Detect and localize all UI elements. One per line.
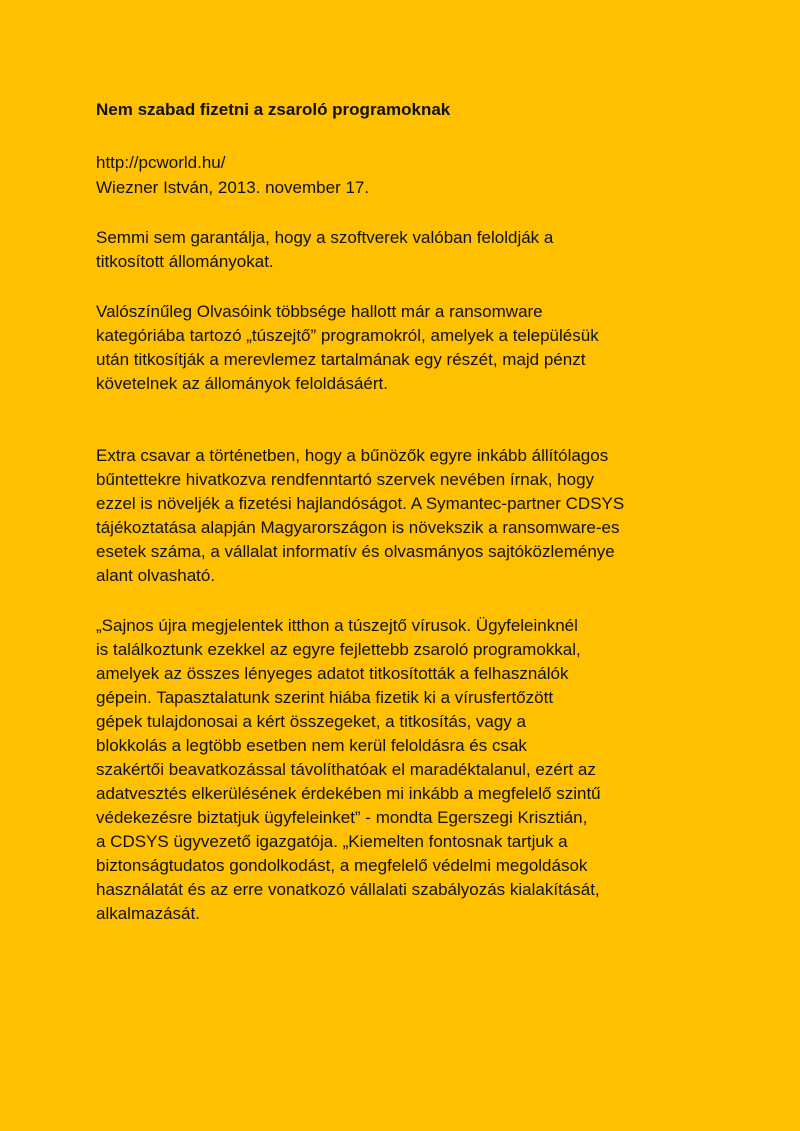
- paragraph-line: követelnek az állományok feloldásáért.: [96, 374, 388, 393]
- paragraph-line: gépein. Tapasztalatunk szerint hiába fizetik ki a vírusfertőzött: [96, 688, 554, 707]
- paragraph-line: Semmi sem garantálja, hogy a szoftverek valóban feloldják a: [96, 228, 554, 247]
- paragraph-line: „Sajnos újra megjelentek itthon a túszejtő vírusok. Ügyfeleinknél: [96, 616, 578, 635]
- paragraph-intro: [96, 300, 740, 396]
- paragraph-context: [96, 444, 740, 588]
- paragraph-line: biztonságtudatos gondolkodást, a megfelelő védelmi megoldások: [96, 856, 588, 875]
- paragraph-lead: [96, 226, 740, 274]
- byline: Wiezner István, 2013. november 17.: [96, 178, 370, 197]
- document-title: Nem szabad fizetni a zsaroló programoknak: [96, 100, 451, 119]
- paragraph-line: blokkolás a legtöbb esetben nem kerül feloldásra és csak: [96, 736, 527, 755]
- paragraph-line: kategóriába tartozó „túszejtő” programokról, amelyek a településük: [96, 326, 599, 345]
- paragraph-line: amelyek az összes lényeges adatot titkosították a felhasználók: [96, 664, 569, 683]
- paragraph-line: használatát és az erre vonatkozó vállalati szabályozás kialakítását,: [96, 880, 600, 899]
- paragraph-line: is találkoztunk ezekkel az egyre fejlettebb zsaroló programokkal,: [96, 640, 581, 659]
- paragraph-line: alkalmazását.: [96, 904, 200, 923]
- paragraph-line: a CDSYS ügyvezető igazgatója. „Kiemelten fontosnak tartjuk a: [96, 832, 568, 851]
- paragraph-line: adatvesztés elkerülésének érdekében mi inkább a megfelelő szintű: [96, 784, 601, 803]
- paragraph-line: Valószínűleg Olvasóink többsége hallott már a ransomware: [96, 302, 543, 321]
- paragraph-line: titkosított állományokat.: [96, 252, 274, 271]
- paragraph-line: szakértői beavatkozással távolíthatóak el maradéktalanul, ezért az: [96, 760, 596, 779]
- paragraph-quote: [96, 614, 740, 926]
- paragraph-line: ezzel is növeljék a fizetési hajlandóságot. A Symantec-partner CDSYS: [96, 494, 625, 513]
- paragraph-line: védekezésre biztatjuk ügyfeleinket” - mondta Egerszegi Krisztián,: [96, 808, 588, 827]
- paragraph-line: alant olvasható.: [96, 566, 216, 585]
- paragraph-line: után titkosítják a merevlemez tartalmának egy részét, majd pénzt: [96, 350, 586, 369]
- source-url: http://pcworld.hu/: [96, 153, 226, 172]
- paragraph-line: gépek tulajdonosai a kért összegeket, a titkosítás, vagy a: [96, 712, 526, 731]
- paragraph-line: bűntettekre hivatkozva rendfenntartó szervek nevében írnak, hogy: [96, 470, 595, 489]
- source-block: [96, 150, 740, 200]
- paragraph-line: Extra csavar a történetben, hogy a bűnözők egyre inkább állítólagos: [96, 446, 609, 465]
- paragraph-line: tájékoztatása alapján Magyarországon is növekszik a ransomware-es: [96, 518, 620, 537]
- paragraph-line: esetek száma, a vállalat informatív és olvasmányos sajtóközleménye: [96, 542, 615, 561]
